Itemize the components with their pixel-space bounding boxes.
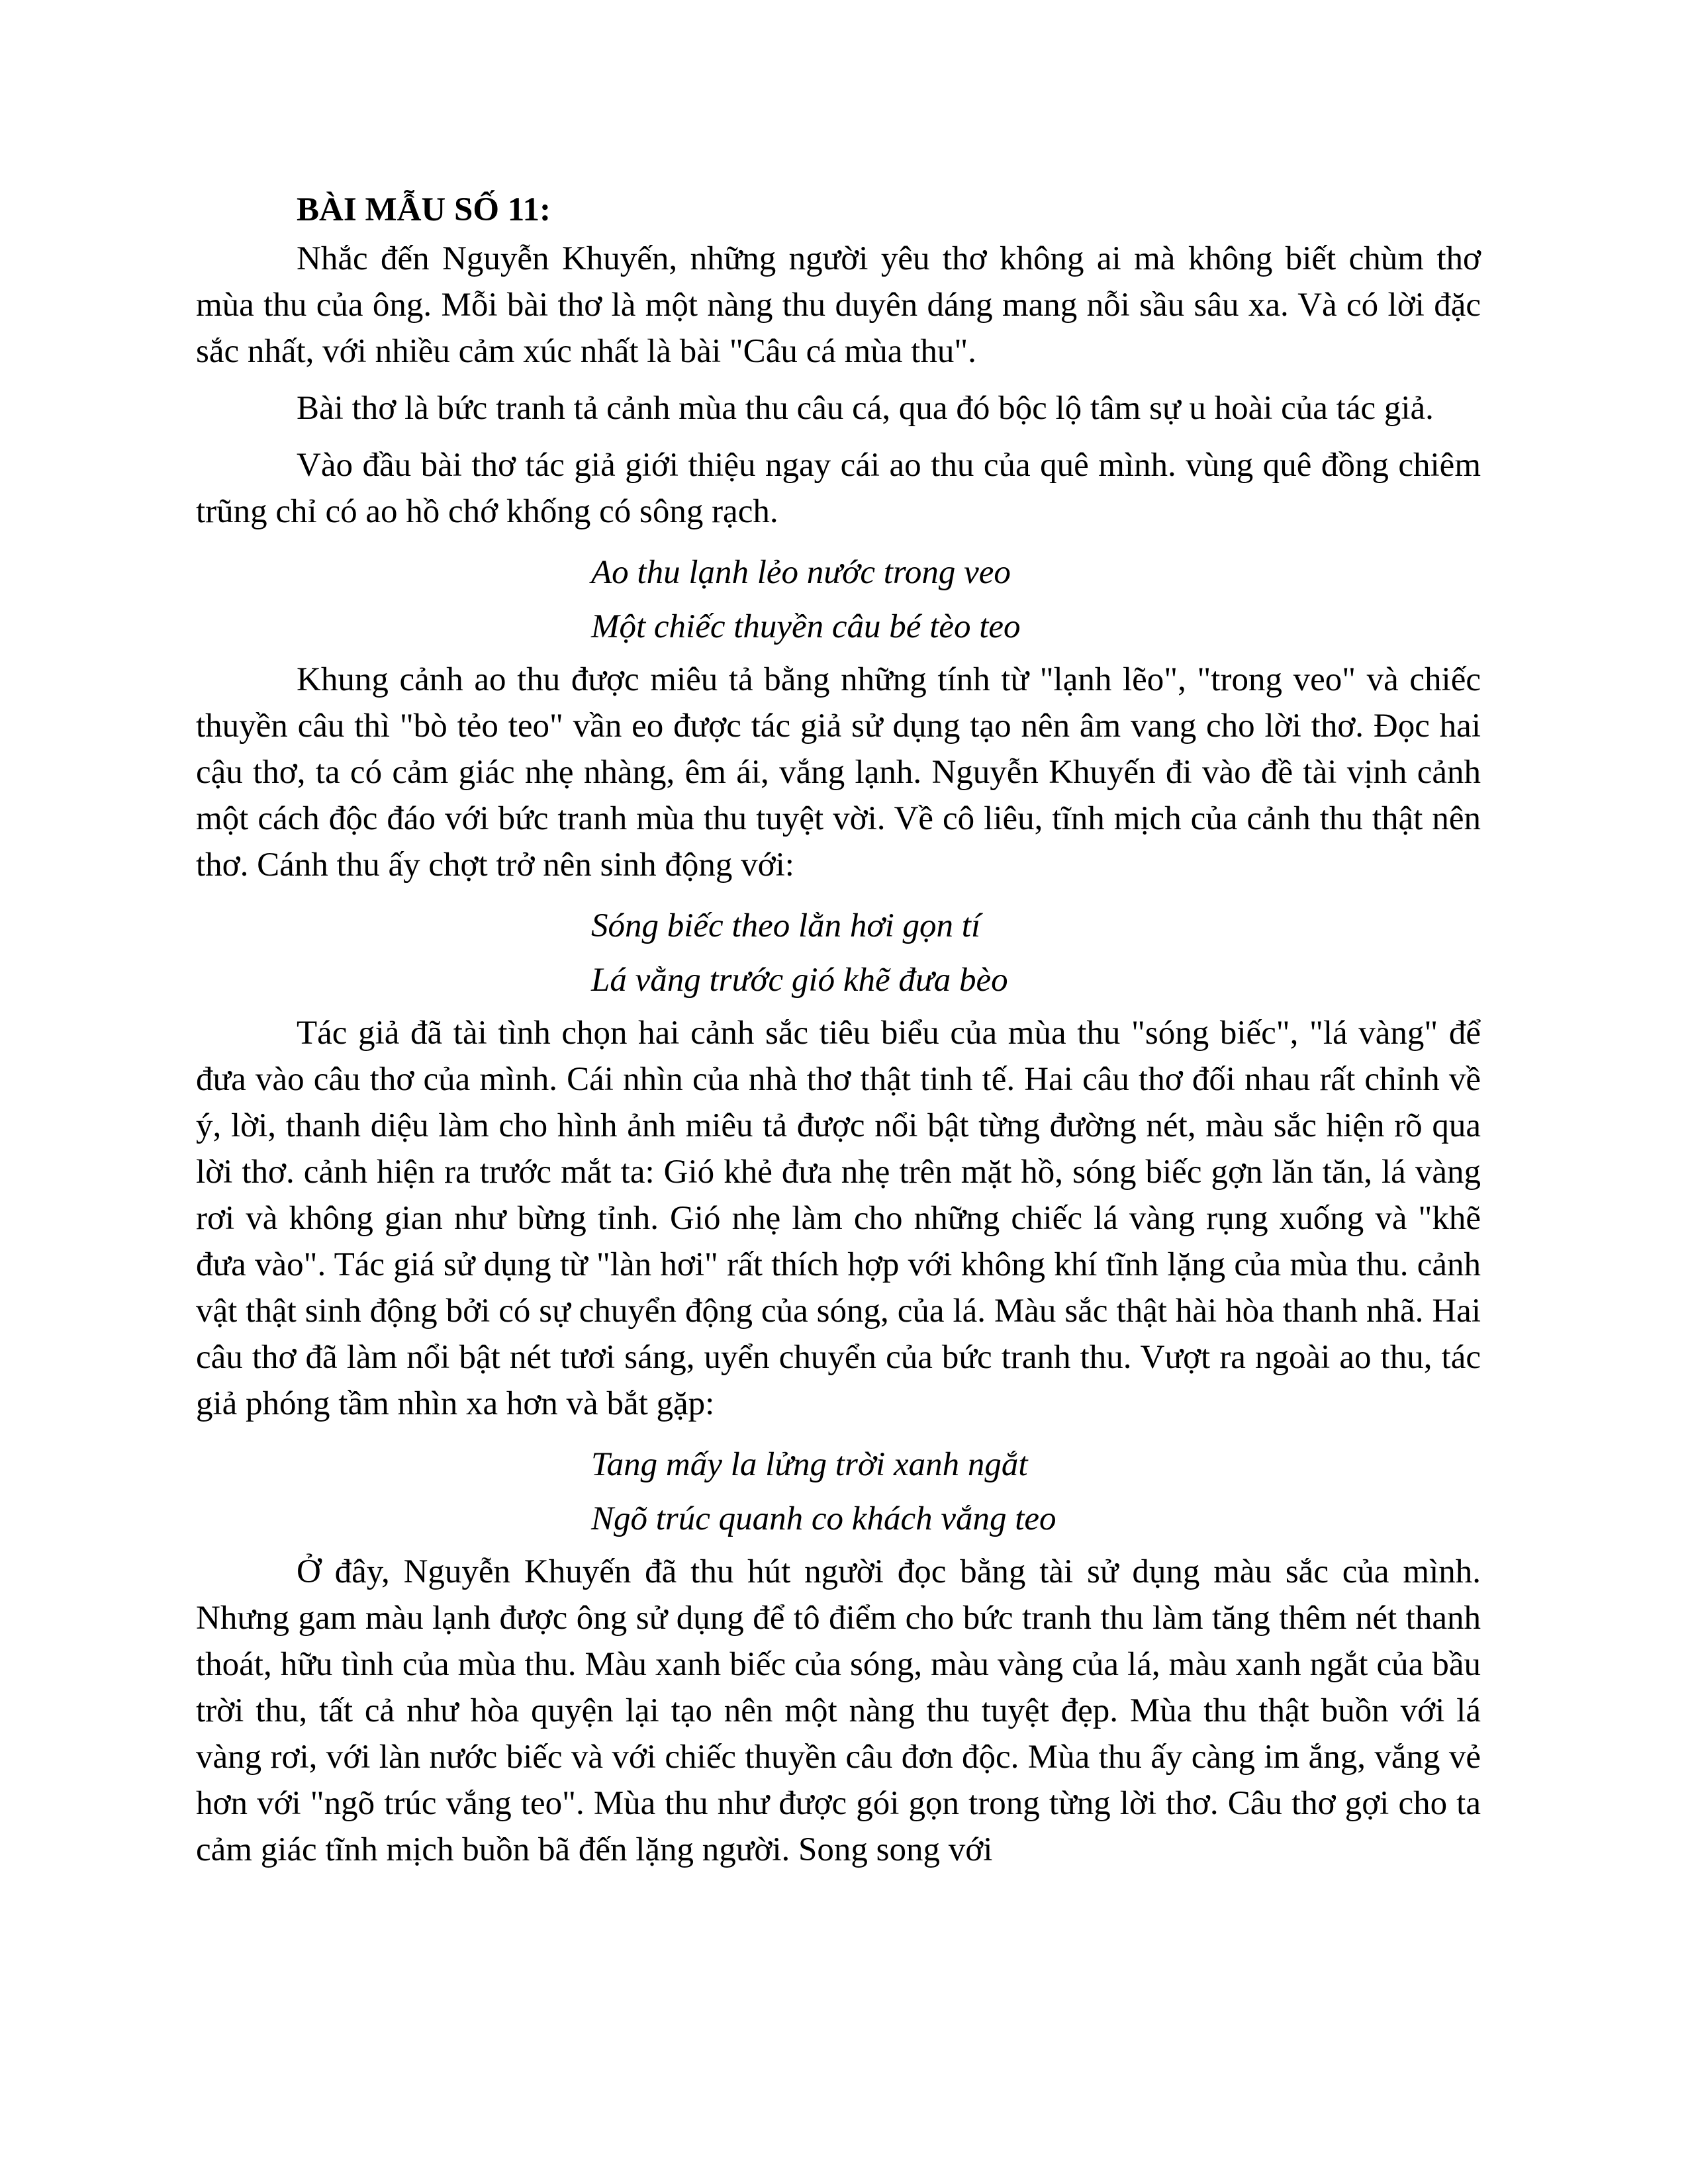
paragraph-analysis-1: Khung cảnh ao thu được miêu tả bằng những tính từ "lạnh lẽo", "trong veo" và chiếc thuyền câu thì "bò tẻo teo" vần eo được tác giả sử dụng tạo nên âm vang cho lời thơ. Đọc hai cậu thơ, ta có cảm giác nhẹ nhàng, êm ái, vắng lạnh. Nguyễn Khuyến đi vào đề tài vịnh cảnh một cách độc đáo với bức tranh mùa thu tuyệt vời. Về cô liêu, tĩnh mịch của cảnh thu thật nên thơ. Cánh thu ấy chợt trở nên sinh động với: [196,661,1481,884]
verse-line: Tang mấy la lửng trời xanh ngắt [591,1446,1028,1483]
verse-line: Ngõ trúc quanh co khách vắng teo [591,1500,1056,1537]
document-page [196,187,1481,1884]
verse-block-3 [196,1437,1481,1546]
verse-line: Lá vằng trước gió khẽ đưa bèo [591,962,1008,999]
verse-line: Sóng biếc theo lằn hơi gọn tí [591,907,981,944]
paragraph-analysis-2: Tác giả đã tài tình chọn hai cảnh sắc tiêu biểu của mùa thu "sóng biếc", "lá vàng" để đưa vào câu thơ của mình. Cái nhìn của nhà thơ thật tinh tế. Hai câu thơ đối nhau rất chỉnh về ý, lời, thanh diệu làm cho hình ảnh miêu tả được nổi bật từng đường nét, màu sắc hiện rõ qua lời thơ. cảnh hiện ra trước mắt ta: Gió khẻ đưa nhẹ trên mặt hồ, sóng biếc gợn lăn tăn, lá vàng rơi và không gian như bừng tỉnh. Gió nhẹ làm cho những chiếc lá vàng rụng xuống và "khẽ đưa vào". Tác giá sử dụng từ "làn hơi" rất thích hợp với không khí tĩnh lặng của mùa thu. cảnh vật thật sinh động bởi có sự chuyển động của sóng, của lá. Màu sắc thật hài hòa thanh nhã. Hai câu thơ đã làm nổi bật nét tươi sáng, uyển chuyển của bức tranh thu. Vượt ra ngoài ao thu, tác giả phóng tầm nhìn xa hơn và bắt gặp: [196,1015,1481,1422]
paragraph-opening: Vào đầu bài thơ tác giả giới thiệu ngay cái ao thu của quê mình. vùng quê đồng chiêm trũng chỉ có ao hồ chớ khống có sông rạch. [196,447,1481,530]
verse-block-2 [196,899,1481,1007]
document-title: BÀI MẪU SỐ 11: [297,191,551,228]
verse-line: Ao thu lạnh lẻo nước trong veo [591,554,1011,591]
verse-line: Một chiếc thuyền câu bé tèo teo [591,608,1021,645]
paragraph-intro: Nhắc đến Nguyễn Khuyến, những người yêu thơ không ai mà không biết chùm thơ mùa thu của ông. Mỗi bài thơ là một nàng thu duyên dáng mang nỗi sầu sâu xa. Và có lời đặc sắc nhất, với nhiều cảm xúc nhất là bài "Câu cá mùa thu". [196,240,1481,370]
paragraph-analysis-3: Ở đây, Nguyễn Khuyến đã thu hút người đọc bằng tài sử dụng màu sắc của mình. Nhưng gam màu lạnh được ông sử dụng để tô điểm cho bức tranh thu làm tăng thêm nét thanh thoát, hữu tình của mùa thu. Màu xanh biếc của sóng, màu vàng của lá, màu xanh ngắt của bầu trời thu, tất cả như hòa quyện lại tạo nên một nàng thu tuyệt đẹp. Mùa thu thật buồn với lá vàng rơi, với làn nước biếc và với chiếc thuyền câu đơn độc. Mùa thu ấy càng im ắng, vắng vẻ hơn với "ngõ trúc vắng teo". Mùa thu như được gói gọn trong từng lời thơ. Câu thơ gợi cho ta cảm giác tĩnh mịch buồn bã đến lặng người. Song song với [196,1553,1481,1868]
verse-block-1 [196,545,1481,654]
paragraph-summary: Bài thơ là bức tranh tả cảnh mùa thu câu cá, qua đó bộc lộ tâm sự u hoài của tác giả. [297,390,1434,427]
